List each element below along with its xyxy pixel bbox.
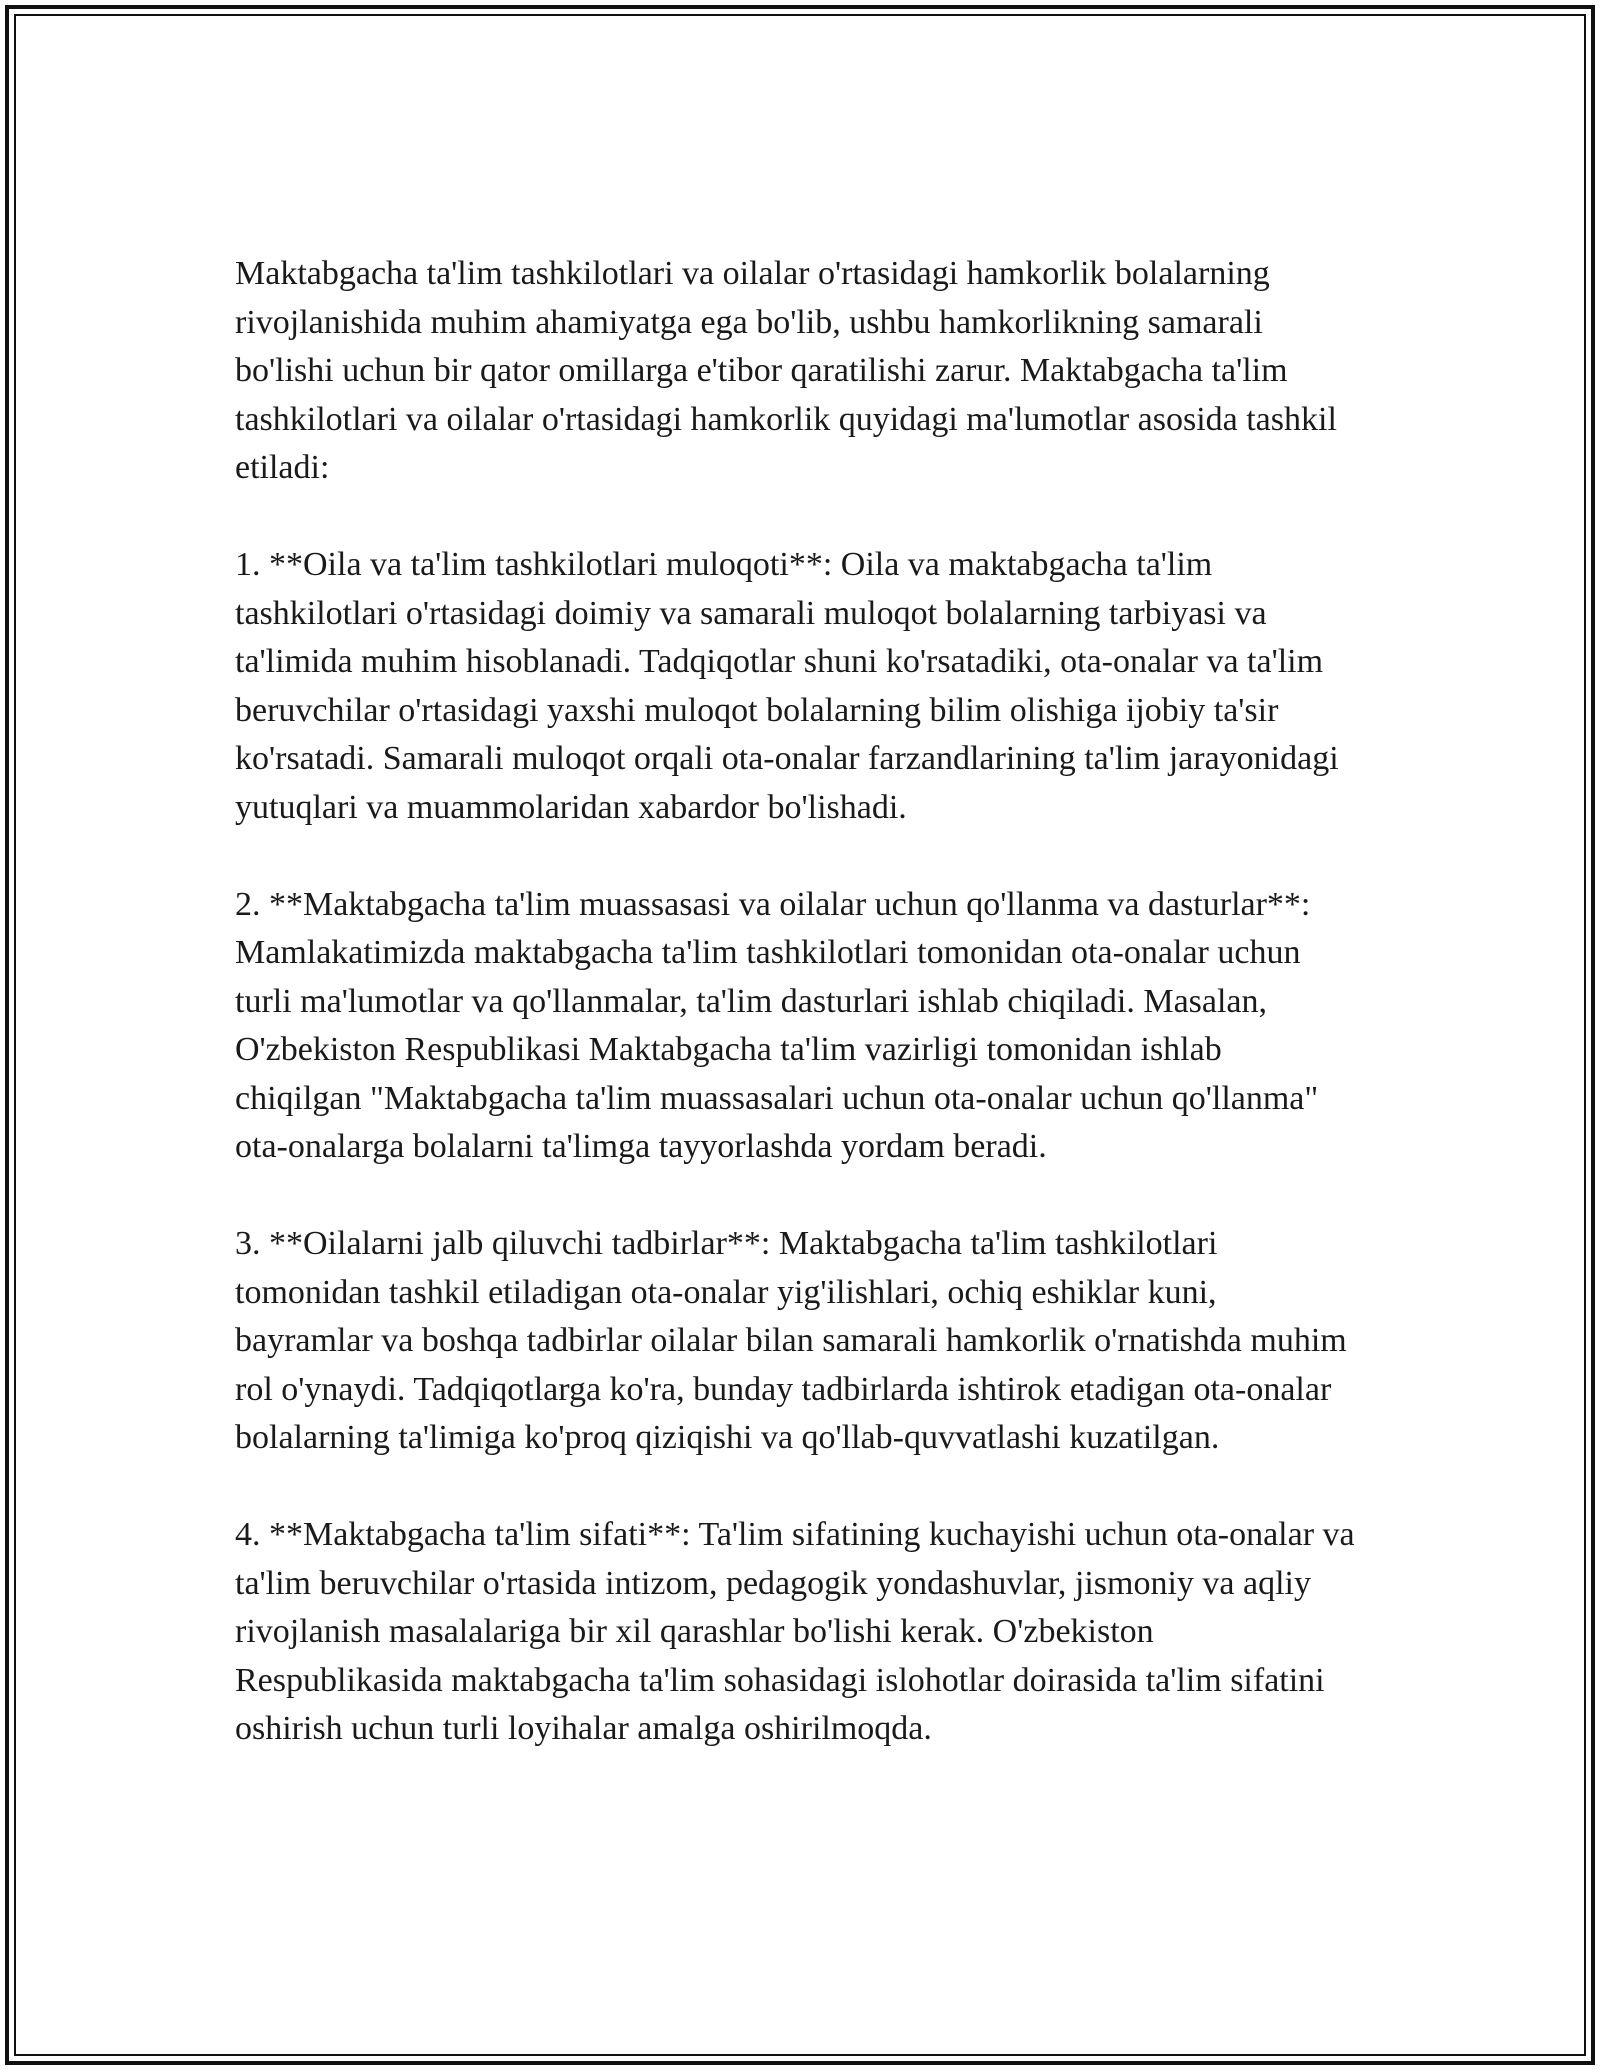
document-body bbox=[235, 250, 1355, 1754]
list-item-1-paragraph: 1. **Oila va ta'lim tashkilotlari muloqoti**: Oila va maktabgacha ta'lim tashkilotlari o'rtasidagi doimiy va samarali muloqot bolalarning tarbiyasi va ta'limida muhim hisoblanadi. Tadqiqotlar shuni ko'rsatadiki, ota-onalar va ta'lim beruvchilar o'rtasidagi yaxshi muloqot bolalarning bilim olishiga ijobiy ta'sir ko'rsatadi. Samarali muloqot orqali ota-onalar farzandlarining ta'lim jarayonidagi yutuqlari va muammolaridan xabardor bo'lishadi. bbox=[235, 546, 1339, 826]
list-item-4-paragraph: 4. **Maktabgacha ta'lim sifati**: Ta'lim sifatining kuchayishi uchun ota-onalar va ta'lim beruvchilar o'rtasida intizom, pedagogik yondashuvlar, jismoniy va aqliy rivojlanish masalalariga bir xil qarashlar bo'lishi kerak. O'zbekiston Respublikasida maktabgacha ta'lim sohasidagi islohotlar doirasida ta'lim sifatini oshirish uchun turli loyihalar amalga oshirilmoqda. bbox=[235, 1516, 1355, 1747]
list-item-3-paragraph: 3. **Oilalarni jalb qiluvchi tadbirlar**: Maktabgacha ta'lim tashkilotlari tomonidan tashkil etiladigan ota-onalar yig'ilishlari, ochiq eshiklar kuni, bayramlar va boshqa tadbirlar oilalar bilan samarali hamkorlik o'rnatishda muhim rol o'ynaydi. Tadqiqotlarga ko'ra, bunday tadbirlarda ishtirok etadigan ota-onalar bolalarning ta'limiga ko'proq qiziqishi va qo'llab-quvvatlashi kuzatilgan. bbox=[235, 1225, 1347, 1456]
intro-paragraph: Maktabgacha ta'lim tashkilotlari va oilalar o'rtasidagi hamkorlik bolalarning rivojlanishida muhim ahamiyatga ega bo'lib, ushbu hamkorlikning samarali bo'lishi uchun bir qator omillarga e'tibor qaratilishi zarur. Maktabgacha ta'lim tashkilotlari va oilalar o'rtasidagi hamkorlik quyidagi ma'lumotlar asosida tashkil etiladi: bbox=[235, 255, 1337, 486]
list-item-2-paragraph: 2. **Maktabgacha ta'lim muassasasi va oilalar uchun qo'llanma va dasturlar**: Mamlakatimizda maktabgacha ta'lim tashkilotlari tomonidan ota-onalar uchun turli ma'lumotlar va qo'llanmalar, ta'lim dasturlari ishlab chiqiladi. Masalan, O'zbekiston Respublikasi Maktabgacha ta'lim vazirligi tomonidan ishlab chiqilgan "Maktabgacha ta'lim muassasalari uchun ota-onalar uchun qo'llanma" ota-onalarga bolalarni ta'limga tayyorlashda yordam beradi. bbox=[235, 885, 1319, 1165]
